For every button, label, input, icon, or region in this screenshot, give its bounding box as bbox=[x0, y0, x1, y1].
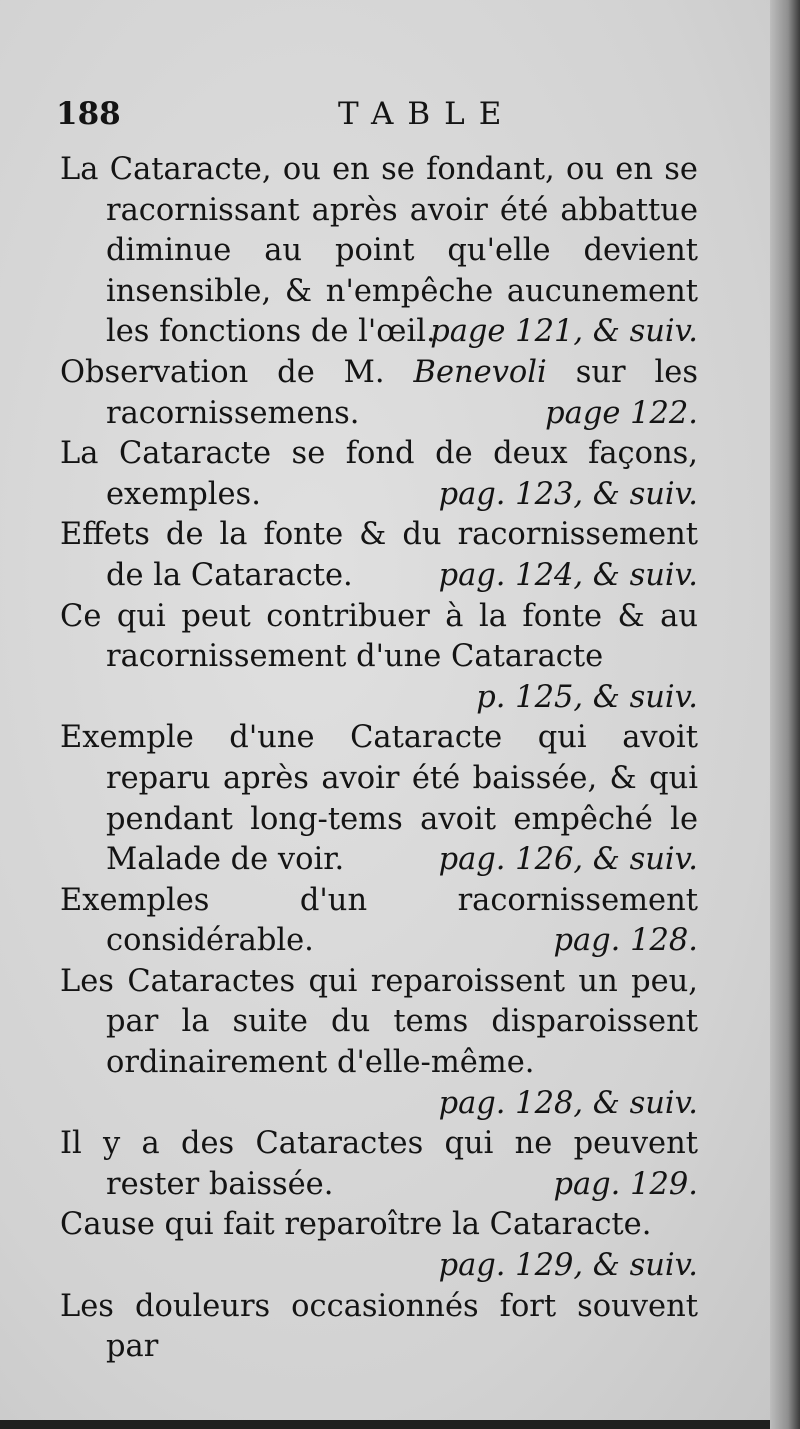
running-header bbox=[56, 96, 696, 140]
index-entries bbox=[60, 150, 698, 1368]
book-gutter-shadow bbox=[770, 0, 800, 1429]
index-entry bbox=[60, 962, 698, 1124]
entry-text: Ce qui peut contribuer à la fonte & au racornissement d'une Cataracte bbox=[60, 598, 698, 675]
entry-text: sur les racornissemens. bbox=[106, 354, 698, 431]
entry-page-ref: pag. 129. bbox=[553, 1166, 698, 1202]
entry-page-ref: pag. 123, & suiv. bbox=[438, 476, 698, 512]
entry-text: Cause qui fait reparoître la Cataracte. bbox=[60, 1207, 652, 1243]
entry-page-ref: pag. 128, & suiv. bbox=[438, 1085, 698, 1121]
page-number: 188 bbox=[56, 96, 121, 132]
index-entry bbox=[60, 1205, 698, 1286]
index-entry bbox=[60, 597, 698, 719]
index-entry bbox=[60, 718, 698, 880]
entry-person-name: Benevoli bbox=[413, 354, 547, 390]
entry-text: Effets de la fonte & du racornissement de la Cataracte. bbox=[60, 517, 698, 593]
entry-text: Exemples d'un racornissement considérable. bbox=[60, 882, 698, 959]
entry-page-ref: pag. 126, & suiv. bbox=[438, 842, 698, 878]
entry-text: Les Cataractes qui reparoissent un peu, par la suite du tems disparoissent ordinairement d'elle-même. bbox=[60, 963, 698, 1081]
index-entry bbox=[60, 150, 698, 353]
entry-page-ref: page 122. bbox=[545, 395, 698, 431]
entry-page-ref: p. 125, & suiv. bbox=[476, 679, 698, 715]
entry-text: Exemple d'une Cataracte qui avoit reparu après avoir été baissée, & qui pendant long-tems avoit empêché le Malade de voir. bbox=[60, 720, 698, 878]
entry-page-ref: pag. 124, & suiv. bbox=[438, 557, 698, 593]
entry-page-ref: pag. 128. bbox=[553, 923, 698, 959]
index-entry bbox=[60, 353, 698, 434]
entry-text: Observation de M. bbox=[60, 354, 414, 390]
index-entry bbox=[60, 1287, 698, 1368]
entry-text: Il y a des Cataractes qui ne peuvent rester baissée. bbox=[60, 1126, 698, 1202]
entry-page-ref: page 121, & suiv. bbox=[430, 314, 698, 350]
entry-page-ref: pag. 129, & suiv. bbox=[438, 1248, 698, 1284]
entry-text: Les douleurs occasionnés fort souvent par bbox=[60, 1288, 698, 1365]
index-entry bbox=[60, 434, 698, 515]
running-title: TABLE bbox=[338, 96, 516, 132]
index-entry bbox=[60, 881, 698, 962]
entry-text: La Cataracte se fond de deux façons, exemples. bbox=[60, 436, 698, 512]
index-entry bbox=[60, 1124, 698, 1205]
index-entry bbox=[60, 515, 698, 596]
entry-text: La Cataracte, ou en se fondant, ou en se racornissant après avoir été abbattue diminue au point qu'elle devient insensible, & n'empêche aucunement les fonctions de l'œil. bbox=[60, 152, 698, 350]
